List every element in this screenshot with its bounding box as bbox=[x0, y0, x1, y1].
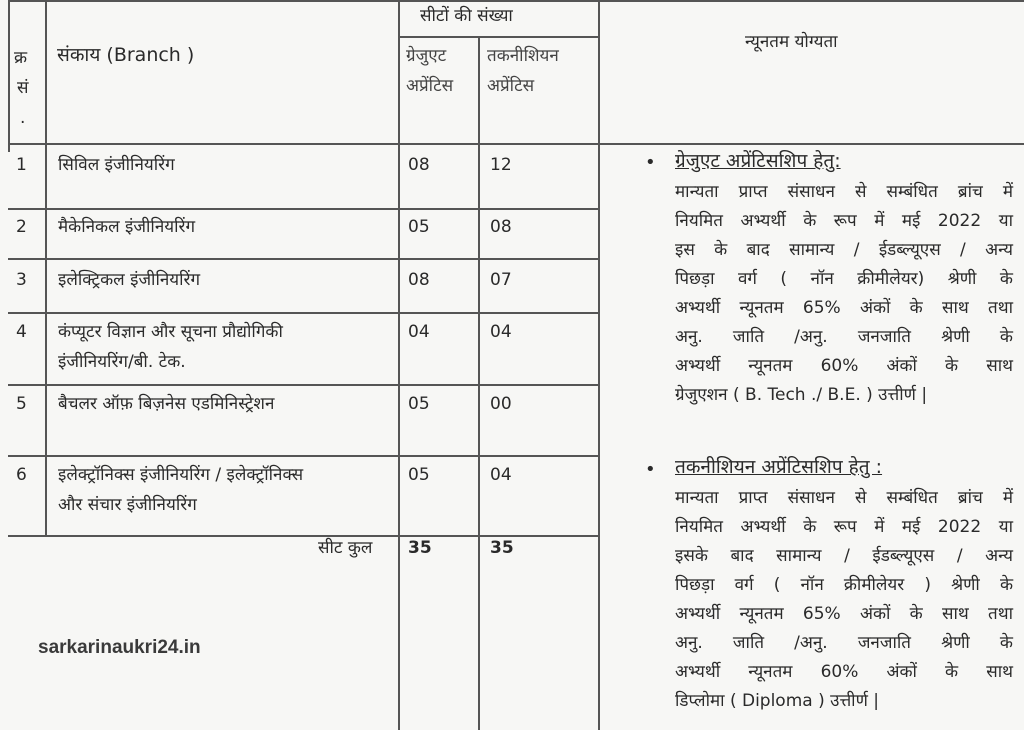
row-graduate-seats: 04 bbox=[408, 322, 430, 342]
qualification-line: अभ्यर्थी न्यूनतम 60% अंकों के साथ bbox=[675, 356, 1013, 376]
technician-qualification-heading: तकनीशियन अप्रेंटिसशिप हेतु : bbox=[675, 456, 883, 478]
qualification-line: ग्रेजुएशन ( B. Tech ./ B.E. ) उत्तीर्ण | bbox=[675, 385, 928, 405]
grid-line bbox=[398, 0, 400, 730]
qualification-line: मान्यता प्राप्त संसाधन से सम्बंधित ब्रांच में bbox=[675, 488, 1013, 508]
header-serial: . bbox=[20, 108, 26, 128]
grid-line bbox=[8, 0, 1024, 2]
qualification-line: पिछड़ा वर्ग ( नॉन क्रीमीलेयर ) श्रेणी के bbox=[675, 575, 1013, 595]
row-branch: बैचलर ऑफ़ बिज़नेस एडमिनिस्ट्रेशन bbox=[58, 394, 275, 414]
row-serial: 2 bbox=[16, 217, 27, 237]
total-label: सीट कुल bbox=[318, 538, 373, 558]
qualification-line: अभ्यर्थी न्यूनतम 65% अंकों के साथ तथा bbox=[675, 298, 1013, 318]
grid-line bbox=[8, 312, 598, 314]
header-graduate: ग्रेजुएट bbox=[406, 46, 447, 66]
row-graduate-seats: 05 bbox=[408, 465, 430, 485]
row-graduate-seats: 05 bbox=[408, 217, 430, 237]
header-graduate: अप्रेंटिस bbox=[406, 76, 454, 96]
qualification-line: अभ्यर्थी न्यूनतम 60% अंकों के साथ bbox=[675, 662, 1013, 682]
row-branch: और संचार इंजीनियरिंग bbox=[58, 495, 197, 515]
row-technician-seats: 04 bbox=[490, 465, 512, 485]
grid-line bbox=[8, 535, 598, 537]
qualification-line: मान्यता प्राप्त संसाधन से सम्बंधित ब्रांच में bbox=[675, 182, 1013, 202]
row-graduate-seats: 05 bbox=[408, 394, 430, 414]
header-technician: तकनीशियन bbox=[487, 46, 559, 66]
grid-line bbox=[598, 0, 600, 730]
grid-line bbox=[8, 384, 598, 386]
watermark-text: sarkarinaukri24.in bbox=[38, 637, 201, 658]
qualification-line: पिछड़ा वर्ग ( नॉन क्रीमीलेयर) श्रेणी के bbox=[675, 269, 1013, 289]
row-technician-seats: 04 bbox=[490, 322, 512, 342]
qualification-line: अनु. जाति /अनु. जनजाति श्रेणी के bbox=[675, 633, 1013, 653]
graduate-qualification-heading: ग्रेजुएट अप्रेंटिसशिप हेतु: bbox=[675, 150, 841, 172]
header-serial: क्र bbox=[14, 48, 28, 68]
bullet-icon: • bbox=[645, 459, 656, 480]
header-qualification: न्यूनतम योग्यता bbox=[745, 32, 838, 52]
row-graduate-seats: 08 bbox=[408, 270, 430, 290]
grid-line bbox=[8, 258, 598, 260]
grid-line bbox=[8, 208, 598, 210]
qualification-line: नियमित अभ्यर्थी के रूप में मई 2022 या bbox=[675, 517, 1013, 537]
row-technician-seats: 12 bbox=[490, 155, 512, 175]
grid-line bbox=[398, 36, 598, 38]
row-serial: 3 bbox=[16, 270, 27, 290]
grid-line bbox=[478, 36, 480, 730]
row-branch: मैकेनिकल इंजीनियरिंग bbox=[58, 217, 196, 237]
graduate-qualification-text bbox=[675, 178, 1013, 410]
total-graduate: 35 bbox=[408, 538, 432, 558]
grid-line bbox=[8, 0, 10, 152]
row-serial: 6 bbox=[16, 465, 27, 485]
grid-line bbox=[8, 455, 598, 457]
row-branch: सिविल इंजीनियरिंग bbox=[58, 155, 175, 175]
qualification-line: डिप्लोमा ( Diploma ) उत्तीर्ण | bbox=[675, 691, 880, 711]
qualification-line: नियमित अभ्यर्थी के रूप में मई 2022 या bbox=[675, 211, 1013, 231]
row-serial: 5 bbox=[16, 394, 27, 414]
row-branch: कंप्यूटर विज्ञान और सूचना प्रौद्योगिकी bbox=[58, 322, 283, 342]
row-graduate-seats: 08 bbox=[408, 155, 430, 175]
technician-qualification-text bbox=[675, 484, 1013, 716]
qualification-line: अभ्यर्थी न्यूनतम 65% अंकों के साथ तथा bbox=[675, 604, 1013, 624]
header-seats: सीटों की संख्या bbox=[420, 6, 513, 26]
row-technician-seats: 00 bbox=[490, 394, 512, 414]
row-technician-seats: 08 bbox=[490, 217, 512, 237]
header-branch: संकाय (Branch ) bbox=[57, 44, 195, 66]
row-technician-seats: 07 bbox=[490, 270, 512, 290]
header-technician: अप्रेंटिस bbox=[487, 76, 535, 96]
bullet-icon: • bbox=[645, 152, 656, 173]
row-serial: 1 bbox=[16, 155, 27, 175]
total-technician: 35 bbox=[490, 538, 514, 558]
row-branch: इलेक्ट्रॉनिक्स इंजीनियरिंग / इलेक्ट्रॉनिक्स bbox=[58, 465, 304, 485]
qualification-line: अनु. जाति /अनु. जनजाति श्रेणी के bbox=[675, 327, 1013, 347]
row-branch: इंजीनियरिंग/बी. टेक. bbox=[58, 352, 186, 372]
row-serial: 4 bbox=[16, 322, 27, 342]
row-branch: इलेक्ट्रिकल इंजीनियरिंग bbox=[58, 270, 201, 290]
qualification-line: इस के बाद सामान्य / ईडब्ल्यूएस / अन्य bbox=[675, 240, 1013, 260]
grid-line bbox=[8, 143, 1024, 145]
header-serial: सं bbox=[17, 78, 29, 98]
qualification-line: इसके बाद सामान्य / ईडब्ल्यूएस / अन्य bbox=[675, 546, 1013, 566]
